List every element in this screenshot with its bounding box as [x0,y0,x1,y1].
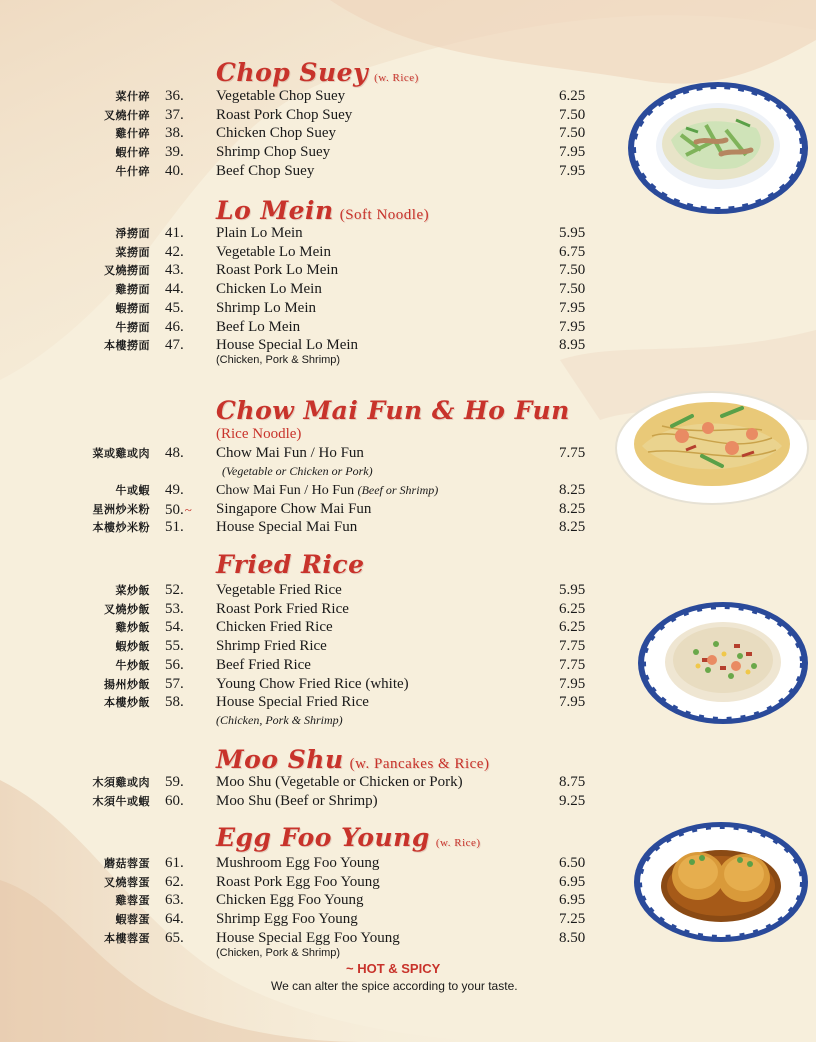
item-number [165,143,215,162]
item-chinese-name: 叉燒炒飯 [104,603,150,616]
item-number [165,500,215,520]
item-price: 8.95 [559,337,586,353]
mai-fun-subtitle: (Rice Noodle) [216,426,302,442]
item-price: 6.95 [559,874,586,890]
menu-item-row [0,224,816,243]
section-title [216,196,429,225]
chop-suey-plate-image [626,80,810,216]
item-chinese-name: 蝦什碎 [115,146,150,159]
item-chinese-name: 揚州炒飯 [104,678,150,691]
item-name [216,261,338,280]
item-price: 7.50 [559,107,586,123]
item-price: 6.25 [559,619,586,635]
item-chinese-name: 木須雞或肉 [92,776,150,789]
item-name-text: Beef Lo Mein [216,319,301,335]
item-number-text: 56. [165,657,184,673]
item-number [165,873,215,892]
item-name-text: House Special Fried Rice [216,694,369,710]
item-name [216,224,303,243]
menu-item-row [0,518,816,537]
item-chinese-name: 雞撈面 [115,283,150,296]
menu-item-row [0,773,816,792]
item-name [216,124,336,143]
section-title [216,58,419,87]
item-name-text: Chow Mai Fun / Ho Fun [216,483,355,498]
item-name [216,910,358,929]
item-chinese-name: 本樓蓉蛋 [104,932,150,945]
item-price: 8.50 [559,930,586,946]
item-name-text: Shrimp Lo Mein [216,300,316,316]
item-chinese-name: 星洲炒米粉 [92,503,150,516]
item-name-text: House Special Egg Foo Young [216,930,400,946]
item-chinese-name: 牛撈面 [115,321,150,334]
item-name-text: Chicken Fried Rice [216,619,333,635]
item-number [165,581,215,600]
item-number [165,891,215,910]
item-price: 7.75 [559,445,586,461]
item-name [216,693,369,712]
item-number-text: 38. [165,125,184,141]
item-price: 6.95 [559,892,586,908]
item-chinese-name: 牛炒飯 [115,659,150,672]
section-subtitle: (w. Rice) [435,837,481,849]
item-number-text: 42. [165,244,184,260]
item-number [165,299,215,318]
item-name [216,792,378,811]
item-price: 8.25 [559,482,586,498]
item-chinese-name: 叉燒蓉蛋 [104,876,150,889]
item-price: 7.95 [559,163,586,179]
item-number-text: 47. [165,337,184,353]
item-chinese-name: 叉燒撈面 [104,264,150,277]
item-chinese-name: 雞什碎 [115,127,150,140]
item-name [216,675,409,694]
menu-item-row [0,318,816,337]
spice-note: We can alter the spice according to your taste. [271,979,518,993]
item-number-text: 46. [165,319,184,335]
item-name [216,600,349,619]
item-name-text: Chicken Egg Foo Young [216,892,364,908]
item-number [165,773,215,792]
item-name [216,854,379,873]
mai-fun-plate-image [612,386,812,506]
item-number [165,87,215,106]
item-name [216,162,314,181]
item-number-text: 36. [165,88,184,104]
item-chinese-name: 本樓炒飯 [104,696,150,709]
item-number [165,124,215,143]
item-name [216,444,364,463]
item-number [165,280,215,299]
item-price: 9.25 [559,793,586,809]
item-name [216,318,300,337]
item-number [165,106,215,125]
item-number-text: 63. [165,892,184,908]
item-name-text: Mushroom Egg Foo Young [216,855,380,871]
item-name-note: (Beef or Shrimp) [357,483,439,497]
item-number-text: 53. [165,601,184,617]
item-name [216,773,463,792]
item-name [216,481,438,500]
section-title-text: Chop Suey [216,58,369,87]
menu-item-row [0,299,816,318]
item-chinese-name: 蘑菇蓉蛋 [104,857,150,870]
item-number [165,656,215,675]
item-name-text: Shrimp Fried Rice [216,638,327,654]
item-chinese-name: 牛什碎 [115,165,150,178]
item-name-text: Chicken Lo Mein [216,281,322,297]
item-number [165,481,215,500]
hot-spicy-legend: ~ HOT & SPICY [346,961,441,976]
item-number [165,318,215,337]
item-name [216,280,322,299]
item-chinese-name: 蝦撈面 [115,302,150,315]
item-name [216,637,327,656]
item-name-text: Shrimp Egg Foo Young [216,911,358,927]
fried-rice-plate-image [636,600,810,726]
item-price: 6.75 [559,244,586,260]
item-number [165,637,215,656]
item-name-text: Beef Fried Rice [216,657,311,673]
item-name [216,518,357,537]
item-chinese-name: 蝦炒飯 [115,640,150,653]
section-title-text: Moo Shu [216,745,344,774]
item-name-text: Plain Lo Mein [216,225,303,241]
section-title-text: Egg Foo Young [216,823,430,852]
section-subtitle: (Soft Noodle) [339,207,430,223]
menu-item-row [0,280,816,299]
item-price: 5.95 [559,225,586,241]
item-price: 7.95 [559,694,586,710]
menu-item-row [0,243,816,262]
mai-fun-note: (Vegetable or Chicken or Pork) [222,464,373,478]
item-chinese-name: 木須牛或蝦 [92,795,150,808]
item-number-text: 62. [165,874,184,890]
item-name [216,336,358,355]
item-name-text: Roast Pork Chop Suey [216,107,353,123]
section-title [216,396,570,425]
item-name [216,656,311,675]
item-number [165,224,215,243]
item-number-text: 44. [165,281,184,297]
item-number [165,518,215,537]
menu-item-row [0,336,816,355]
egg-foo-young-note: (Chicken, Pork & Shrimp) [216,947,341,959]
item-number [165,910,215,929]
item-name-text: Vegetable Lo Mein [216,244,331,260]
item-price: 5.95 [559,582,586,598]
item-name-text: Vegetable Chop Suey [216,88,346,104]
item-name-text: Roast Pork Lo Mein [216,262,339,278]
item-name-text: Shrimp Chop Suey [216,144,331,160]
item-number-text: 64. [165,911,184,927]
item-price: 6.25 [559,88,586,104]
item-number [165,162,215,181]
item-number-text: 49. [165,482,184,498]
item-name [216,581,342,600]
item-price: 7.95 [559,319,586,335]
section-title [216,745,489,774]
item-name-text: Chow Mai Fun / Ho Fun [216,445,364,461]
item-price: 7.50 [559,125,586,141]
item-name [216,618,333,637]
item-number-text: 58. [165,694,184,710]
item-number-text: 54. [165,619,184,635]
item-number-text: 50. [165,502,184,518]
menu-item-row [0,581,816,600]
item-number-text: 41. [165,225,184,241]
item-chinese-name: 菜撈面 [115,246,150,259]
item-number-text: 55. [165,638,184,654]
item-name-text: Young Chow Fried Rice (white) [216,676,409,692]
item-number-text: 43. [165,262,184,278]
item-number [165,336,215,355]
item-name-text: House Special Lo Mein [216,337,359,353]
item-price: 8.25 [559,501,586,517]
item-name-text: Chicken Chop Suey [216,125,336,141]
item-price: 7.75 [559,657,586,673]
item-number-text: 40. [165,163,184,179]
item-name [216,299,316,318]
section-subtitle: (w. Pancakes & Rice) [349,756,490,772]
item-number [165,600,215,619]
item-name-text: Beef Chop Suey [216,163,315,179]
item-number-text: 45. [165,300,184,316]
item-name-text: Vegetable Fried Rice [216,582,342,598]
item-number [165,854,215,873]
item-name-text: Roast Pork Fried Rice [216,601,349,617]
item-number-text: 57. [165,676,184,692]
item-price: 7.50 [559,281,586,297]
spicy-icon: ~ [184,502,192,517]
menu-item-row [0,792,816,811]
item-chinese-name: 牛或蝦 [115,484,150,497]
item-number [165,444,215,463]
item-chinese-name: 菜炒飯 [115,584,150,597]
item-name [216,929,400,948]
menu-item-row [0,261,816,280]
section-title [216,823,481,852]
item-price: 7.95 [559,300,586,316]
item-chinese-name: 菜什碎 [115,90,150,103]
item-number-text: 60. [165,793,184,809]
item-name [216,106,352,125]
item-chinese-name: 本樓炒米粉 [92,521,150,534]
item-price: 8.75 [559,774,586,790]
item-number [165,243,215,262]
item-number-text: 39. [165,144,184,160]
section-subtitle: (w. Rice) [374,72,419,84]
item-number [165,693,215,712]
item-price: 7.75 [559,638,586,654]
item-chinese-name: 菜或雞或肉 [92,447,150,460]
item-number-text: 37. [165,107,184,123]
item-chinese-name: 蝦蓉蛋 [115,913,150,926]
item-price: 6.25 [559,601,586,617]
lo-mein-note: (Chicken, Pork & Shrimp) [216,354,341,366]
item-name [216,873,380,892]
item-name [216,143,330,162]
item-number-text: 65. [165,930,184,946]
item-name-text: Roast Pork Egg Foo Young [216,874,380,890]
item-number [165,261,215,280]
item-name [216,891,364,910]
section-title-text: Lo Mein [216,196,334,225]
item-name [216,500,371,519]
item-number [165,618,215,637]
item-chinese-name: 叉燒什碎 [104,109,150,122]
item-chinese-name: 本樓撈面 [104,339,150,352]
item-chinese-name: 雞蓉蛋 [115,894,150,907]
item-name [216,87,345,106]
item-price: 8.25 [559,519,586,535]
item-chinese-name: 雞炒飯 [115,621,150,634]
item-price: 7.50 [559,262,586,278]
section-title [216,550,364,579]
item-chinese-name: 淨撈面 [115,227,150,240]
section-title-text: Chow Mai Fun & Ho Fun [216,396,570,425]
section-title-text: Fried Rice [216,550,365,579]
item-name [216,243,331,262]
item-number-text: 52. [165,582,184,598]
item-number-text: 59. [165,774,184,790]
item-price: 6.50 [559,855,586,871]
item-name-text: Moo Shu (Beef or Shrimp) [216,793,378,809]
item-price: 7.25 [559,911,586,927]
item-name-text: House Special Mai Fun [216,519,358,535]
item-name-text: Moo Shu (Vegetable or Chicken or Pork) [216,774,463,790]
fried-rice-note: (Chicken, Pork & Shrimp) [216,713,343,727]
item-name-text: Singapore Chow Mai Fun [216,501,372,517]
item-number-text: 51. [165,519,184,535]
item-number [165,929,215,948]
item-number [165,675,215,694]
item-number [165,792,215,811]
egg-foo-young-plate-image [632,820,810,944]
item-number-text: 61. [165,855,184,871]
item-number-text: 48. [165,445,184,461]
item-price: 7.95 [559,676,586,692]
item-price: 7.95 [559,144,586,160]
